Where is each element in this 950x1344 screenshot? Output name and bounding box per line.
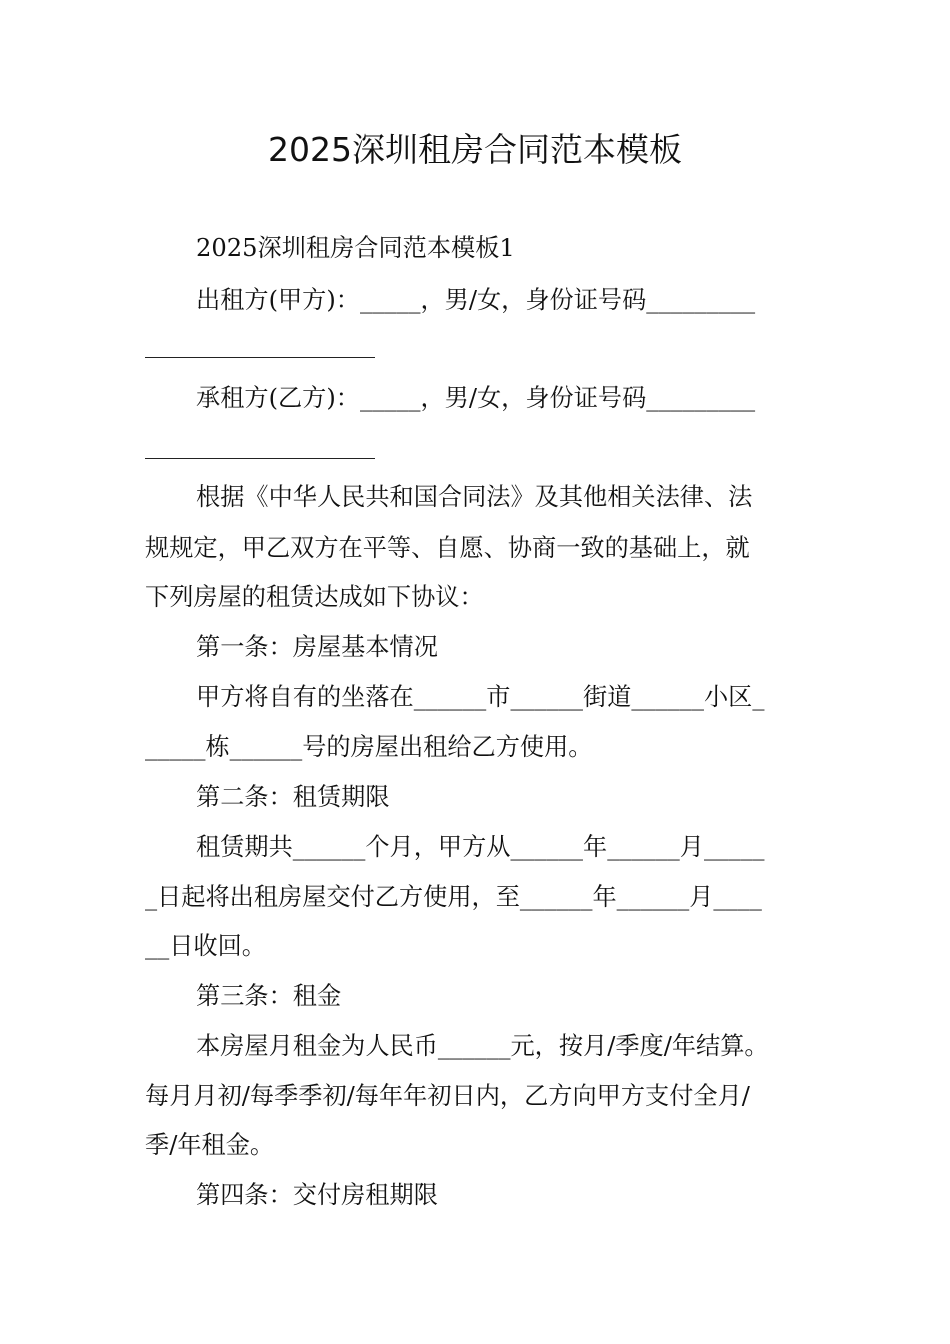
article-2-heading: 第二条：租赁期限 xyxy=(196,783,390,811)
section-heading-contract-1: 2025深圳租房合同范本模板1 xyxy=(196,234,515,262)
article-2-line-1: 租赁期共______个月，甲方从______年______月_____ xyxy=(196,833,765,861)
article-2-line-3: __日收回。 xyxy=(145,932,266,960)
article-3-line-1: 本房屋月租金为人民币______元，按月/季度/年结算。 xyxy=(196,1032,769,1060)
article-2-line-2: _日起将出租房屋交付乙方使用，至______年______月____ xyxy=(145,883,762,911)
lessee-line: 承租方(乙方)：_____，男/女，身份证号码_________ xyxy=(196,384,756,412)
article-1-line-1: 甲方将自有的坐落在______市______街道______小区_ xyxy=(196,683,765,711)
preamble-line-3: 下列房屋的租赁达成如下协议： xyxy=(145,583,484,611)
lessor-line: 出租方(甲方)：_____，男/女，身份证号码_________ xyxy=(196,286,756,314)
article-3-line-3: 季/年租金。 xyxy=(145,1131,275,1159)
article-1-heading: 第一条：房屋基本情况 xyxy=(196,633,438,661)
lessee-id-blank xyxy=(145,458,375,459)
preamble-line-1: 根据《中华人民共和国合同法》及其他相关法律、法 xyxy=(196,483,753,511)
article-3-line-2: 每月月初/每季季初/每年年初日内，乙方向甲方支付全月/ xyxy=(145,1082,750,1110)
document-title: 2025深圳租房合同范本模板 xyxy=(268,130,682,169)
lessor-id-blank xyxy=(145,357,375,358)
article-1-line-2: _____栋______号的房屋出租给乙方使用。 xyxy=(145,733,593,761)
article-3-heading: 第三条：租金 xyxy=(196,982,342,1010)
preamble-line-2: 规规定，甲乙双方在平等、自愿、协商一致的基础上，就 xyxy=(145,534,750,562)
article-4-heading: 第四条：交付房租期限 xyxy=(196,1181,438,1209)
